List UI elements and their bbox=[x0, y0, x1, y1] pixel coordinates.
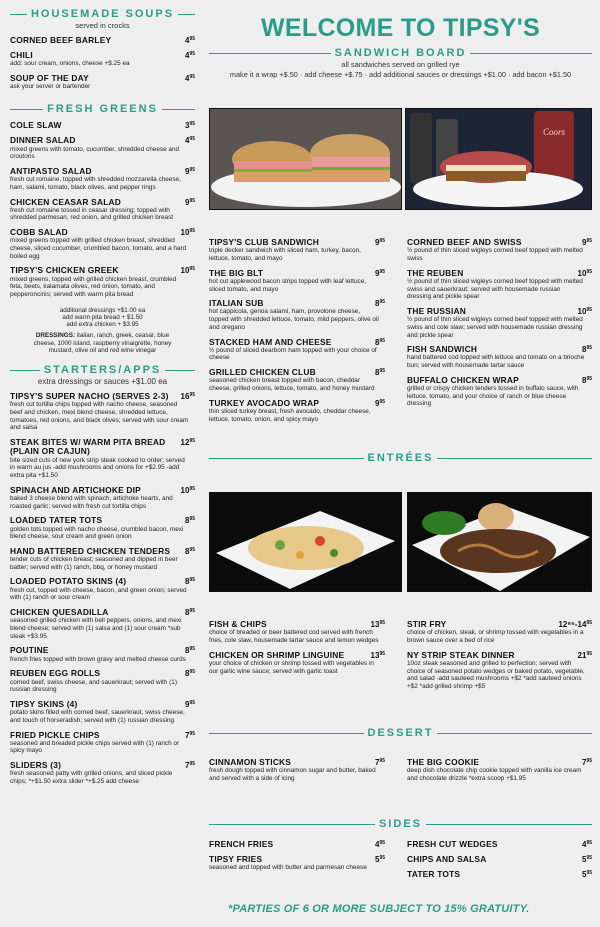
menu-item bbox=[10, 731, 195, 756]
dessert-heading: DESSERT bbox=[209, 727, 592, 739]
menu-item-name: CHILI bbox=[10, 50, 33, 61]
menu-item-price: $8^{95}$ bbox=[374, 368, 385, 378]
menu-item-description: baked 3 cheese blend with spinach, artichoke hearts, and roasted garlic; served with fresh cut tortilla chips bbox=[10, 494, 173, 510]
menu-item bbox=[407, 307, 592, 339]
greens-addons: additional dressings +$1.00 ea add warm pita bread + $1.50 add extra chicken + $3.95 bbox=[59, 306, 146, 329]
menu-item-description: fresh seasoned patty with grilled onions, and sliced pickle chips; *+$1.50 extra slider *+$.25 add cheese bbox=[10, 770, 173, 786]
menu-item-name: TIPSY SKINS (4) bbox=[10, 698, 78, 709]
menu-item-description: hot cut applewood bacon strips topped with leaf lettuce, sliced tomato, and mayo bbox=[209, 277, 367, 293]
menu-item-price: $4^{95}$ bbox=[581, 840, 592, 849]
menu-item-description: deep dish chocolate chip cookie topped with vanilla ice cream and chocolate drizzle *extra scoop +$1.95 bbox=[407, 767, 582, 782]
menu-item-price: $5^{95}$ bbox=[581, 855, 592, 865]
menu-item bbox=[10, 136, 195, 161]
menu-item-price: $7^{95}$ bbox=[374, 758, 385, 767]
menu-item-description: seasoned and topped with butter and parmesan cheese bbox=[209, 864, 367, 872]
menu-item bbox=[407, 840, 592, 849]
menu-item-name: CORNED BEEF BARLEY bbox=[10, 35, 112, 45]
menu-item-name: STEAK BITES W/ WARM PITA BREAD (PLAIN OR CAJUN) bbox=[10, 437, 166, 457]
menu-item-price: $10^{95}$ bbox=[180, 485, 195, 495]
menu-item bbox=[209, 338, 385, 363]
menu-item-price: $9^{95}$ bbox=[184, 197, 195, 207]
menu-item bbox=[209, 399, 385, 424]
entrees-heading: ENTRÉES bbox=[209, 452, 592, 464]
menu-item-name: FRIED PICKLE CHIPS bbox=[10, 729, 100, 740]
menu-item-name: HAND BATTERED CHICKEN TENDERS bbox=[10, 545, 171, 556]
menu-item-description: your choice of chicken or shrimp tossed with vegetables in our garlic wine sauce; served with garlic toast bbox=[209, 659, 374, 675]
menu-item-price: $5^{95}$ bbox=[374, 855, 385, 865]
menu-item-name: CHICKEN OR SHRIMP LINGUINE bbox=[209, 649, 345, 660]
linguine-image bbox=[210, 493, 402, 592]
sandwich-heading: SANDWICH BOARD bbox=[209, 47, 592, 59]
menu-item-price: $21^{95}$ bbox=[577, 650, 592, 660]
menu-item-description: 10oz steak seasoned and grilled to perfection; served with choice of seasoned potato wedges or baked potato, vegetable, and salad -add sauteed mushrooms +$2 *add sauteed onions +$2 *add grilled shrimp +$5 bbox=[407, 659, 585, 690]
steak-photo bbox=[407, 492, 592, 592]
menu-item-description: fresh cut romaine tossed in ceasar dressing; topped with shredded parmesan, red onion, and grilled chicken breast bbox=[10, 206, 174, 222]
club-sandwich-image bbox=[210, 109, 402, 210]
menu-item bbox=[209, 758, 385, 783]
menu-item-price: $9^{95}$ bbox=[184, 166, 195, 176]
menu-item-name: BUFFALO CHICKEN WRAP bbox=[407, 374, 519, 385]
menu-item-description: hand battered cod topped with lettuce and tomato on a brioche bun; served with housemade tartar sauce bbox=[407, 354, 585, 370]
menu-item-description: corned beef, swiss cheese, and sauerkraut; served with (1) russian dressing bbox=[10, 678, 177, 694]
menu-item-description: choice of breaded or beer battered cod served with french fries, cole slaw, housemade tartar sauce and lemon wedges bbox=[209, 629, 379, 644]
menu-item-name: THE BIG COOKIE bbox=[407, 757, 480, 767]
entrees-list-left bbox=[209, 614, 385, 675]
menu-item bbox=[10, 669, 195, 694]
menu-item-name: CHICKEN QUESADILLA bbox=[10, 607, 109, 618]
menu-item bbox=[407, 651, 592, 691]
menu-item bbox=[10, 646, 195, 663]
menu-item bbox=[10, 700, 195, 725]
menu-item-description: seasoned chicken breast topped with bacon, cheddar cheese, grilled onions, lettuce, tomato, and honey mustard bbox=[209, 377, 375, 393]
menu-item-price: $9^{95}$ bbox=[184, 699, 195, 709]
menu-item-name: FISH SANDWICH bbox=[407, 344, 478, 355]
menu-item-name: FISH & CHIPS bbox=[209, 619, 267, 629]
steak-image bbox=[408, 493, 592, 592]
menu-item-description: grilled or crispy chicken tenders tossed in buffalo sauce, with lettuce, tomato, and your choice of ranch or blue cheese dressing bbox=[407, 385, 579, 408]
soups-heading: HOUSEMADE SOUPS bbox=[10, 8, 195, 20]
menu-item bbox=[10, 121, 195, 130]
reuben-image bbox=[406, 109, 592, 210]
reuben-photo bbox=[405, 108, 592, 210]
menu-item bbox=[10, 761, 195, 786]
menu-item bbox=[407, 758, 592, 783]
menu-item-price: $4^{95}$ bbox=[374, 840, 385, 849]
menu-item bbox=[209, 620, 385, 645]
menu-item-description: fresh cut tortilla chips topped with nacho cheese, seasoned beef and chicken, mexi blend cheese, shredded lettuce, tomatoes, red onions, and black olives; served with sour cream and salsa bbox=[10, 401, 189, 432]
menu-item-description: golden tots topped with nacho cheese, crumbled bacon, mexi blend cheese, sour cream and green onion bbox=[10, 525, 184, 541]
menu-item-name: FRESH CUT WEDGES bbox=[407, 839, 498, 849]
menu-item-name: COBB SALAD bbox=[10, 227, 68, 238]
menu-item-price: $10^{95}$ bbox=[180, 266, 195, 276]
sandwich-subtitle: all sandwiches served on grilled rye bbox=[341, 60, 460, 69]
menu-item-name: POUTINE bbox=[10, 645, 49, 656]
menu-item bbox=[209, 855, 385, 872]
menu-item-name: COLE SLAW bbox=[10, 120, 62, 131]
menu-item-price: $7^{95}$ bbox=[581, 758, 592, 767]
menu-item bbox=[407, 238, 592, 263]
menu-item bbox=[10, 74, 195, 91]
menu-item-description: bite sized cuts of new york strip steak cooked to order; served in warm au jus -add mushrooms and onions for +$2.95 -add extra pita +$1.50 bbox=[10, 456, 185, 479]
menu-item-description: ½ pound of thin sliced wigleys corned beef topped with melted swiss bbox=[407, 247, 583, 262]
menu-item-price: $7^{95}$ bbox=[184, 761, 195, 771]
menu-item bbox=[10, 438, 195, 480]
menu-item bbox=[10, 36, 195, 45]
menu-item bbox=[407, 620, 592, 645]
menu-item-name: REUBEN EGG ROLLS bbox=[10, 668, 101, 679]
menu-item-name: TIPSY'S CLUB SANDWICH bbox=[209, 237, 319, 247]
menu-item-description: french fries topped with brown gravy and melted cheese curds bbox=[10, 655, 186, 663]
menu-item-name: SPINACH AND ARTICHOKE DIP bbox=[10, 484, 141, 495]
menu-item bbox=[209, 299, 385, 331]
coors-sign-text: Coors bbox=[542, 127, 566, 137]
menu-item-name: TIPSY'S SUPER NACHO (SERVES 2-3) bbox=[10, 391, 169, 402]
menu-item-price: $9^{95}$ bbox=[374, 238, 385, 247]
menu-item-name: LOADED POTATO SKINS (4) bbox=[10, 576, 127, 587]
menu-item-price: $8^{95}$ bbox=[374, 299, 385, 309]
starters-list bbox=[10, 392, 195, 786]
menu-item-name: SLIDERS (3) bbox=[10, 760, 62, 771]
menu-item bbox=[10, 547, 195, 572]
menu-item-price: $4^{95}$ bbox=[184, 136, 195, 146]
menu-item bbox=[10, 51, 195, 68]
page-title: WELCOME TO TIPSY'S bbox=[261, 14, 540, 42]
menu-item-name: CINNAMON STICKS bbox=[209, 757, 292, 767]
menu-item-name: TIPSY FRIES bbox=[209, 854, 263, 865]
menu-item bbox=[209, 238, 385, 263]
menu-item-price: $13^{95}$ bbox=[370, 620, 385, 629]
entrees-list-right bbox=[407, 614, 592, 691]
menu-item-price: $5^{95}$ bbox=[581, 870, 592, 880]
menu-item-name: STIR FRY bbox=[407, 619, 447, 629]
starters-subtitle: extra dressings or sauces +$1.00 ea bbox=[37, 377, 168, 387]
soups-subtitle: served in crocks bbox=[75, 21, 130, 30]
menu-item-name: CHIPS AND SALSA bbox=[407, 854, 487, 865]
menu-item bbox=[10, 486, 195, 511]
menu-item-price: $8^{95}$ bbox=[184, 669, 195, 679]
menu-item bbox=[209, 368, 385, 393]
menu-item-price: $8^{95}$ bbox=[184, 577, 195, 587]
menu-item-name: TURKEY AVOCADO WRAP bbox=[209, 397, 320, 408]
menu-item bbox=[407, 855, 592, 864]
menu-item-name: SOUP OF THE DAY bbox=[10, 73, 89, 84]
menu-item-price: $4^{95}$ bbox=[184, 36, 195, 45]
menu-item-price: $8^{95}$ bbox=[184, 546, 195, 556]
greens-list bbox=[10, 121, 195, 299]
menu-item-price: $10^{95}$ bbox=[180, 228, 195, 238]
menu-item bbox=[10, 608, 195, 640]
linguine-photo bbox=[209, 492, 402, 592]
menu-item-price: $4^{95}$ bbox=[184, 74, 195, 84]
sides-list-left bbox=[209, 834, 385, 872]
menu-item-description: mixed greens, topped with grilled chicken breast, crumbled feta, beets, kalamata olives, red onion, tomato, and pepperoncinis; served with warm pita bread bbox=[10, 275, 177, 299]
menu-item-price: $8^{95}$ bbox=[184, 608, 195, 618]
menu-item-description: triple decker sandwich with sliced ham, turkey, bacon, lettuce, tomato, and mayo bbox=[209, 247, 361, 262]
menu-item-price: $8^{95}$ bbox=[581, 345, 592, 355]
menu-item-name: THE RUSSIAN bbox=[407, 305, 466, 316]
menu-item bbox=[10, 198, 195, 223]
sandwich-photo bbox=[209, 108, 402, 210]
greens-heading: FRESH GREENS bbox=[10, 103, 195, 115]
menu-item-name: FRENCH FRIES bbox=[209, 839, 274, 849]
menu-item-description: tender cuts of chicken breast; seasoned and dipped in beer batter; served with (1) ranch, bbq, or honey mustard bbox=[10, 556, 178, 571]
menu-item-description: thin sliced turkey breast, fresh avocado, cheddar cheese, lettuce, tomato, onion, and spicy mayo bbox=[209, 407, 371, 423]
menu-item-name: DINNER SALAD bbox=[10, 135, 76, 146]
menu-item bbox=[407, 376, 592, 408]
gratuity-note: *PARTIES OF 6 OR MORE SUBJECT TO 15% GRATUITY. bbox=[228, 903, 530, 915]
menu-item-price: $12^{95}-14^{95}$ bbox=[558, 620, 592, 629]
menu-item-description: ask your server or bartender bbox=[10, 83, 91, 91]
sandwich-addons: make it a wrap +$.50 · add cheese +$.75 · add additional sauces or dressings +$1.00 · add bacon +$1.50 bbox=[229, 70, 572, 79]
menu-item-price: $9^{95}$ bbox=[374, 398, 385, 408]
menu-item-price: $8^{95}$ bbox=[581, 375, 592, 385]
sandwich-list-left bbox=[209, 232, 385, 423]
sides-heading: SIDES bbox=[209, 818, 592, 830]
menu-item bbox=[10, 516, 195, 541]
menu-item-price: $3^{95}$ bbox=[184, 121, 195, 131]
menu-item-description: mixed greens topped with grilled chicken breast, shredded cheese, sliced cucumber, crumbled bacon, tomato, and a hard boiled egg bbox=[10, 237, 187, 260]
menu-item-price: $4^{95}$ bbox=[184, 51, 195, 61]
menu-item-description: ½ pound of thin sliced wigleys corned beef topped with melted swiss and sauerkraut; served with housemade russian dressing and pickle spear bbox=[407, 277, 583, 301]
menu-item-name: THE REUBEN bbox=[407, 267, 464, 278]
dressings-note: DRESSINGS: italian, ranch, greek, ceasar, blue cheese, 1000 island, raspberry vinaigrette, honey mustard, olive oil and red wine vinegar bbox=[33, 332, 172, 354]
menu-item bbox=[209, 651, 385, 676]
menu-item-name: TATER TOTS bbox=[407, 869, 461, 880]
menu-item bbox=[10, 266, 195, 298]
menu-item-description: ½ pound of sliced dearborn ham topped with your choice of cheese bbox=[209, 346, 377, 362]
menu-item-description: seasoned and breaded pickle chips served with (1) ranch or spicy mayo bbox=[10, 739, 180, 755]
menu-item-price: $16^{95}$ bbox=[180, 392, 195, 402]
menu-item bbox=[209, 840, 385, 849]
menu-item-price: $10^{95}$ bbox=[577, 306, 592, 316]
menu-item-price: $12^{95}$ bbox=[180, 438, 195, 448]
menu-item-price: $9^{95}$ bbox=[374, 268, 385, 278]
menu-item-name: LOADED TATER TOTS bbox=[10, 515, 103, 526]
menu-item-price: $7^{95}$ bbox=[184, 730, 195, 740]
menu-item-description: fresh dough topped with cinnamon sugar and butter, baked and served with a side of icing bbox=[209, 767, 376, 782]
menu-item bbox=[10, 392, 195, 432]
menu-item-name: GRILLED CHICKEN CLUB bbox=[209, 367, 316, 378]
menu-item bbox=[209, 269, 385, 294]
menu-item-description: ½ pound of thin sliced wigleys corned beef topped with melted swiss and cole slaw; served with housemade russian dressing and pickle spear bbox=[407, 316, 583, 339]
menu-item-name: NY STRIP STEAK DINNER bbox=[407, 649, 515, 660]
sides-list-right bbox=[407, 834, 592, 880]
menu-item bbox=[10, 167, 195, 192]
menu-item bbox=[407, 870, 592, 879]
menu-item-description: choice of chicken, steak, or shrimp tossed with vegetables in a brown sauce over a bed of rice bbox=[407, 629, 584, 644]
menu-item bbox=[10, 228, 195, 260]
menu-item-name: STACKED HAM AND CHEESE bbox=[209, 336, 332, 347]
menu-item-description: mixed greens with tomato, cucumber, shredded cheese and croutons bbox=[10, 145, 180, 161]
menu-item-price: $8^{95}$ bbox=[184, 646, 195, 656]
menu-item-description: fresh cut, topped with cheese, bacon, and green onion; served with (1) ranch or sour cream bbox=[10, 586, 187, 602]
soups-list bbox=[10, 36, 195, 91]
menu-item-name: ITALIAN SUB bbox=[209, 298, 264, 309]
menu-item-price: $10^{95}$ bbox=[577, 268, 592, 278]
menu-item bbox=[407, 345, 592, 370]
menu-item bbox=[407, 269, 592, 301]
menu-item-price: $13^{95}$ bbox=[370, 650, 385, 660]
menu-item-description: add: sour cream, onions, cheese +$.25 ea bbox=[10, 60, 130, 68]
menu-item-name: THE BIG BLT bbox=[209, 267, 264, 278]
menu-item-description: potato skins filled with corned beef, sauerkraut, swiss cheese, and touch of horseradish; served with (1) russian dressing bbox=[10, 709, 185, 724]
menu-item-name: ANTIPASTO SALAD bbox=[10, 165, 92, 176]
menu-item-name: CHICKEN CEASAR SALAD bbox=[10, 196, 122, 207]
menu-item-price: $8^{95}$ bbox=[374, 337, 385, 347]
dessert-list-right bbox=[407, 752, 592, 783]
menu-item-price: $9^{95}$ bbox=[581, 238, 592, 247]
starters-heading: STARTERS/APPS bbox=[10, 364, 195, 376]
dessert-list-left bbox=[209, 752, 385, 783]
menu-item-description: seasoned grilled chicken with bell peppers, onions, and mexi blend cheese; served with (1) salsa and (1) sour cream *sub steak +$3.95 bbox=[10, 617, 182, 640]
sandwich-list-right bbox=[407, 232, 592, 408]
menu-item-name: CORNED BEEF AND SWISS bbox=[407, 237, 522, 247]
right-column bbox=[209, 8, 592, 79]
menu-item bbox=[10, 577, 195, 602]
menu-item-price: $8^{95}$ bbox=[184, 516, 195, 526]
menu-item-description: fresh cut romaine, topped with shredded mozzarella cheese, ham, salami, tomato, black olives, and pepper rings bbox=[10, 176, 181, 191]
left-column bbox=[10, 8, 195, 786]
menu-item-description: hot cappicola, genoa salami, ham, provolone cheese, topped with shredded lettuce, tomato, mild peppers, olive oil and oregano bbox=[209, 308, 379, 331]
menu-item-name: TIPSY'S CHICKEN GREEK bbox=[10, 265, 119, 276]
